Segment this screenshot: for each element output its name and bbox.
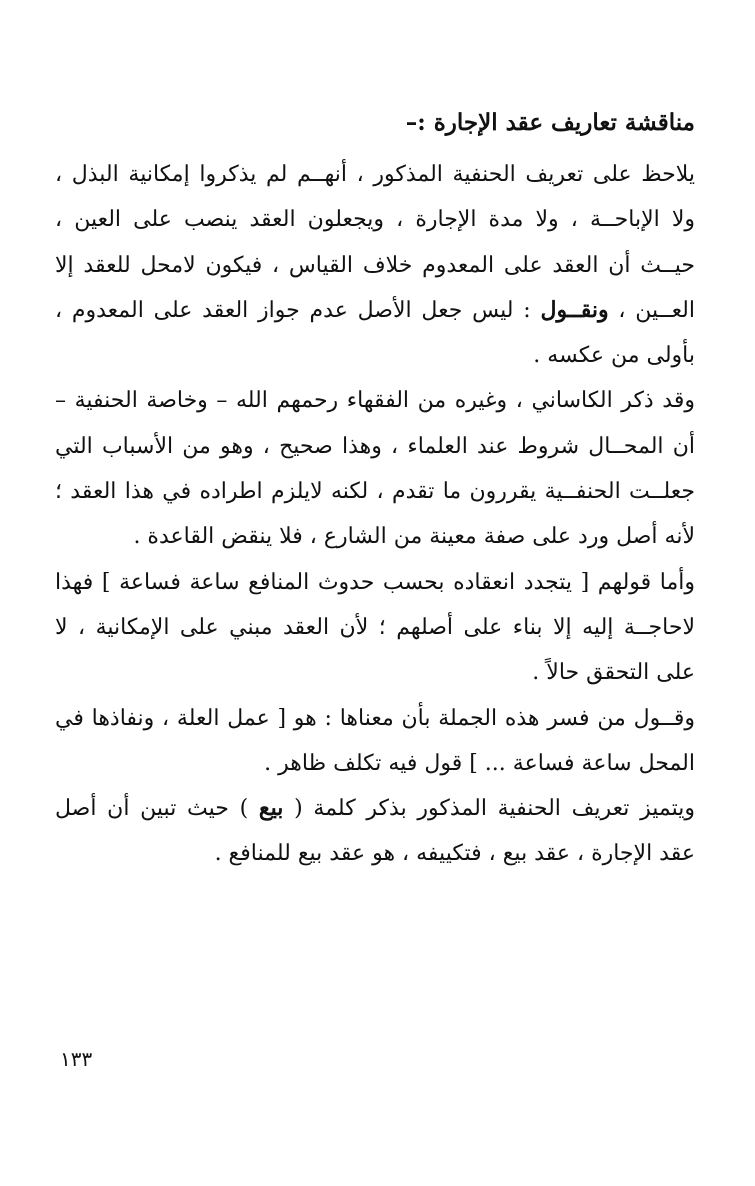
bold-term: بيع [258,795,284,822]
text-line: جعلــت الحنفــية يقررون ما تقدم ، لكنه لايلزم اطراده في هذا العقد ؛ [55,479,695,505]
text-line: ولا الإباحــة ، ولا مدة الإجارة ، ويجعلون العقد ينصب على العين ، [55,207,695,233]
section-heading: مناقشة تعاريف عقد الإجارة :– [405,109,695,136]
text-line: بأولى من عكسه . [533,343,695,369]
text-segment: : ليس جعل الأصل عدم جواز العقد على المعدوم ، [55,297,541,323]
text-line: يلاحظ على تعريف الحنفية المذكور ، أنهــم لم يذكروا إمكانية البذل ، [55,162,695,187]
text-line: لأنه أصل ورد على صفة معينة من الشارع ، فلا ينقض القاعدة . [133,524,695,550]
text-line [55,786,695,831]
text-line: وأما قولهم [ يتجدد انعقاده بحسب حدوث المنافع ساعة فساعة ] فهذا [55,569,695,595]
text-segment: ويتميز تعريف الحنفية المذكور بذكر كلمة ( [283,796,695,822]
text-line: وقد ذكر الكاساني ، وغيره من الفقهاء رحمهم الله – وخاصة الحنفية – [55,388,695,414]
text-line: على التحقق حالاً . [532,660,695,686]
text-line: حيــث أن العقد على المعدوم خلاف القياس ، فيكون لامحل للعقد إلا [55,252,695,278]
bold-term: ونقــول [540,296,609,323]
text-line: وقــول من فسر هذه الجملة بأن معناها : هو [ عمل العلة ، ونفاذها في [55,705,695,731]
text-line: المحل ساعة فساعة ... ] قول فيه تكلف ظاهر . [264,750,695,776]
page-number: ١٣٣ [60,1047,93,1071]
text-line: لاحاجــة إليه إلا بناء على أصلهم ؛ لأن العقد مبني على الإمكانية ، لا [55,614,695,640]
body-text [55,152,695,877]
text-segment: العــين ، [608,297,695,323]
text-line: أن المحــال شروط عند العلماء ، وهذا صحيح ، وهو من الأسباب التي [55,433,695,459]
text-line: عقد الإجارة ، عقد بيع ، فتكييفه ، هو عقد بيع للمنافع . [214,841,695,867]
text-segment: ) حيث تبين أن أصل [55,796,259,822]
text-line [55,288,695,333]
